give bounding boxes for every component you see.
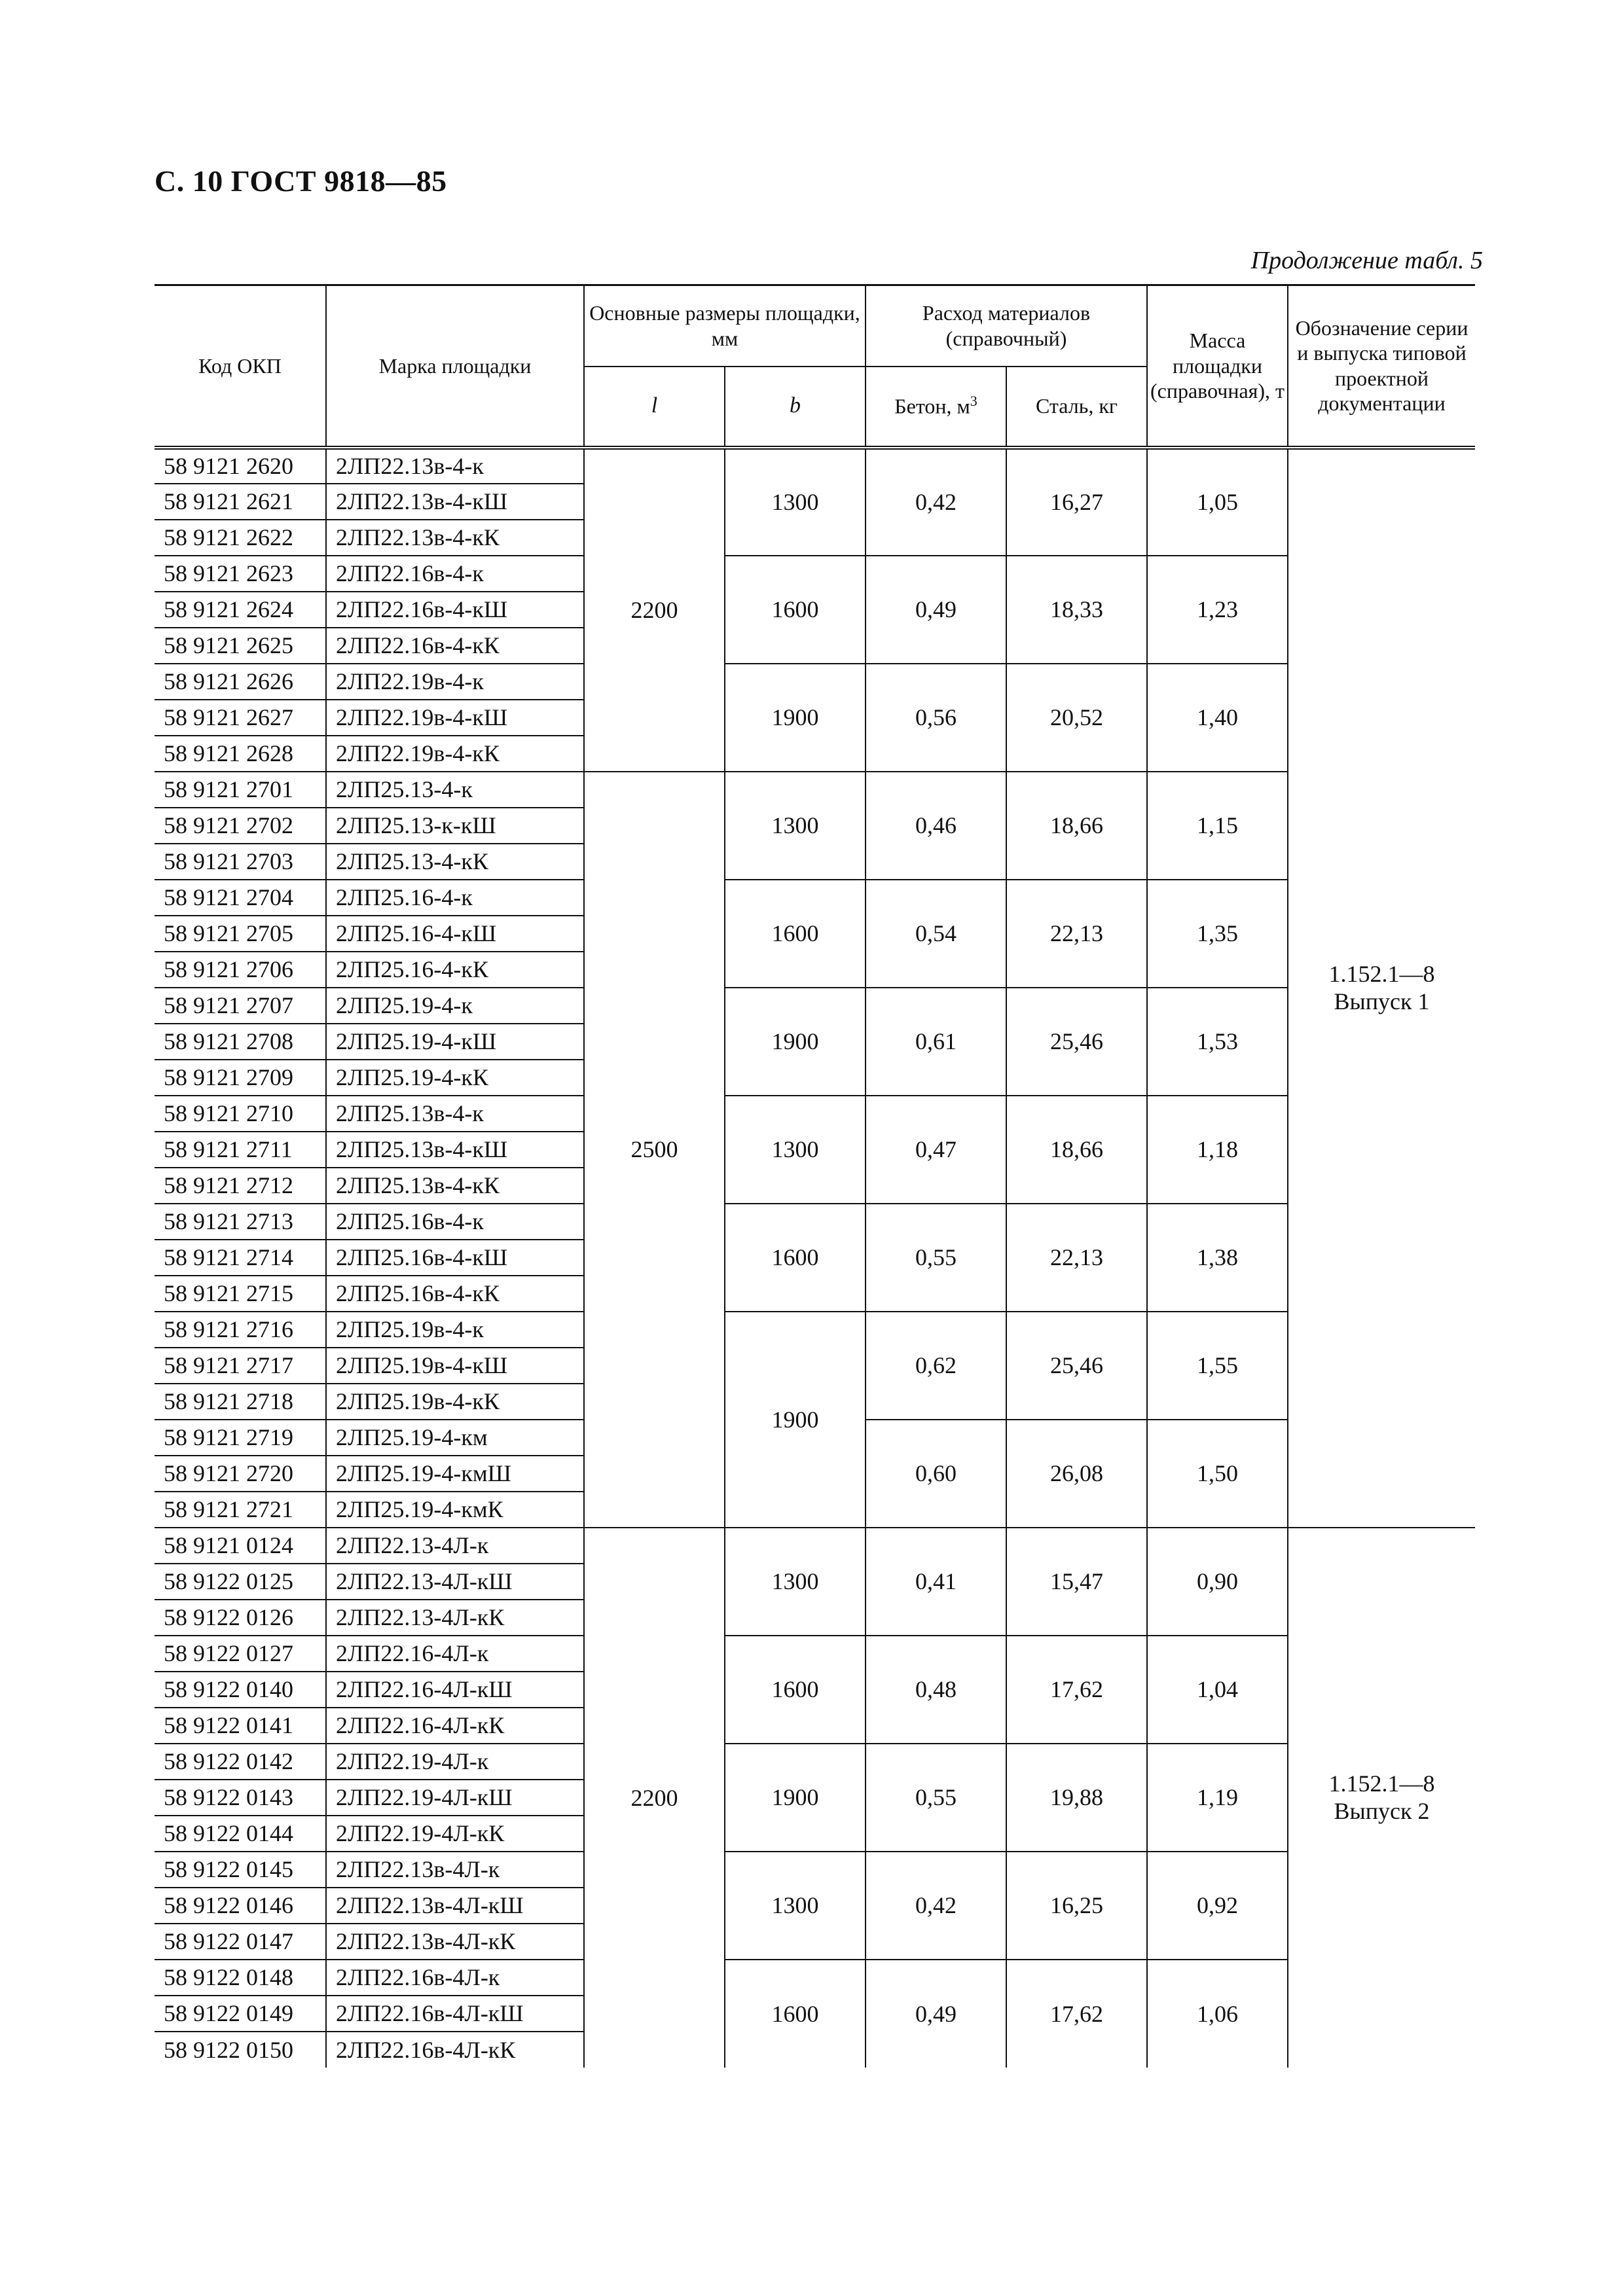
dim-b-cell: 1600: [725, 1636, 866, 1744]
steel-cell: 25,46: [1006, 988, 1147, 1096]
okp-code-cell: 58 9121 2716: [155, 1312, 326, 1348]
mark-cell: 2ЛП25.16-4-кШ: [326, 916, 584, 952]
okp-code-cell: 58 9121 2626: [155, 664, 326, 700]
mark-cell: 2ЛП22.13в-4Л-кК: [326, 1924, 584, 1960]
steel-cell: 18,33: [1006, 556, 1147, 664]
mark-cell: 2ЛП22.13-4Л-кШ: [326, 1564, 584, 1600]
mark-cell: 2ЛП25.16в-4-к: [326, 1204, 584, 1240]
okp-code-cell: 58 9122 0148: [155, 1960, 326, 1996]
dim-b-cell: 1300: [725, 448, 866, 556]
mark-cell: 2ЛП25.13-4-к: [326, 772, 584, 808]
steel-cell: 26,08: [1006, 1420, 1147, 1528]
okp-code-cell: 58 9122 0150: [155, 2032, 326, 2068]
dim-b-cell: 1300: [725, 772, 866, 880]
header-dim-l: l: [584, 367, 725, 448]
okp-code-cell: 58 9121 2715: [155, 1276, 326, 1312]
mass-cell: 1,53: [1147, 988, 1288, 1096]
concrete-cell: 0,47: [866, 1096, 1006, 1204]
steel-cell: 19,88: [1006, 1744, 1147, 1852]
mark-cell: 2ЛП22.16в-4Л-кШ: [326, 1996, 584, 2032]
mark-cell: 2ЛП25.16-4-к: [326, 880, 584, 916]
okp-code-cell: 58 9121 2712: [155, 1168, 326, 1204]
table-row: [155, 1312, 1475, 1348]
table-row: [155, 556, 1475, 592]
okp-code-cell: 58 9121 2702: [155, 808, 326, 844]
okp-code-cell: 58 9121 2623: [155, 556, 326, 592]
mark-cell: 2ЛП22.16-4Л-к: [326, 1636, 584, 1672]
steel-cell: 22,13: [1006, 1204, 1147, 1312]
okp-code-cell: 58 9121 2628: [155, 736, 326, 772]
mass-cell: 1,06: [1147, 1960, 1288, 2068]
mark-cell: 2ЛП25.19-4-кмШ: [326, 1456, 584, 1492]
header-designation: Обозначение серии и выпуска типовой проектной документации: [1288, 285, 1475, 448]
mark-cell: 2ЛП25.16-4-кК: [326, 952, 584, 988]
dim-b-cell: 1600: [725, 1204, 866, 1312]
header-okp-code: Код ОКП: [155, 285, 326, 448]
header-mass: Масса площадки (справочная), т: [1147, 285, 1288, 448]
table-row: [155, 988, 1475, 1024]
concrete-cell: 0,42: [866, 1852, 1006, 1960]
dim-b-cell: 1900: [725, 1744, 866, 1852]
okp-code-cell: 58 9122 0145: [155, 1852, 326, 1888]
steel-cell: 17,62: [1006, 1636, 1147, 1744]
okp-code-cell: 58 9121 2627: [155, 700, 326, 736]
okp-code-cell: 58 9121 2621: [155, 484, 326, 520]
mark-cell: 2ЛП22.13в-4-к: [326, 448, 584, 484]
okp-code-cell: 58 9121 2713: [155, 1204, 326, 1240]
mark-cell: 2ЛП25.19-4-кК: [326, 1060, 584, 1096]
mass-cell: 1,35: [1147, 880, 1288, 988]
okp-code-cell: 58 9121 2720: [155, 1456, 326, 1492]
mark-cell: 2ЛП25.13в-4-к: [326, 1096, 584, 1132]
dim-b-cell: 1900: [725, 1312, 866, 1528]
steel-cell: 16,25: [1006, 1852, 1147, 1960]
table-row: [155, 1096, 1475, 1132]
okp-code-cell: 58 9121 2707: [155, 988, 326, 1024]
okp-code-cell: 58 9121 2706: [155, 952, 326, 988]
steel-cell: 17,62: [1006, 1960, 1147, 2068]
header-material-use: Расход материалов (справочный): [866, 285, 1147, 367]
dim-l-cell: 2500: [584, 772, 725, 1528]
table-continuation-label: Продолжение табл. 5: [1250, 247, 1483, 274]
okp-code-cell: 58 9121 2704: [155, 880, 326, 916]
mark-cell: 2ЛП25.19-4-км: [326, 1420, 584, 1456]
okp-code-cell: 58 9121 2719: [155, 1420, 326, 1456]
mark-cell: 2ЛП25.19в-4-кШ: [326, 1348, 584, 1384]
mark-cell: 2ЛП25.16в-4-кШ: [326, 1240, 584, 1276]
mass-cell: 0,90: [1147, 1528, 1288, 1636]
table-row: [155, 448, 1475, 484]
okp-code-cell: 58 9122 0146: [155, 1888, 326, 1924]
header-concrete: [866, 367, 1006, 448]
mass-cell: 1,05: [1147, 448, 1288, 556]
mark-cell: 2ЛП22.19-4Л-кШ: [326, 1780, 584, 1816]
mark-cell: 2ЛП22.16в-4-кШ: [326, 592, 584, 628]
dim-b-cell: 1300: [725, 1852, 866, 1960]
mark-cell: 2ЛП22.19в-4-кК: [326, 736, 584, 772]
okp-code-cell: 58 9121 2625: [155, 628, 326, 664]
mass-cell: 1,23: [1147, 556, 1288, 664]
okp-code-cell: 58 9121 2703: [155, 844, 326, 880]
okp-code-cell: 58 9121 2710: [155, 1096, 326, 1132]
okp-code-cell: 58 9122 0127: [155, 1636, 326, 1672]
okp-code-cell: 58 9122 0126: [155, 1600, 326, 1636]
mark-cell: 2ЛП25.13в-4-кК: [326, 1168, 584, 1204]
mark-cell: 2ЛП22.16в-4Л-кК: [326, 2032, 584, 2068]
steel-cell: 25,46: [1006, 1312, 1147, 1420]
concrete-cell: 0,49: [866, 556, 1006, 664]
table-body: [155, 448, 1475, 2068]
table-row: [155, 1852, 1475, 1888]
mark-cell: 2ЛП22.16-4Л-кК: [326, 1708, 584, 1744]
concrete-cell: 0,46: [866, 772, 1006, 880]
mark-cell: 2ЛП25.16в-4-кК: [326, 1276, 584, 1312]
okp-code-cell: 58 9121 2717: [155, 1348, 326, 1384]
mark-cell: 2ЛП25.19-4-к: [326, 988, 584, 1024]
concrete-cell: 0,60: [866, 1420, 1006, 1528]
okp-code-cell: 58 9121 2624: [155, 592, 326, 628]
okp-code-cell: 58 9122 0147: [155, 1924, 326, 1960]
header-main-dimensions: Основные размеры площадки, мм: [584, 285, 866, 367]
header-steel: Сталь, кг: [1006, 367, 1147, 448]
mark-cell: 2ЛП22.16-4Л-кШ: [326, 1672, 584, 1708]
okp-code-cell: 58 9122 0149: [155, 1996, 326, 2032]
table-row: [155, 1744, 1475, 1780]
mark-cell: 2ЛП22.16в-4Л-к: [326, 1960, 584, 1996]
mass-cell: 1,55: [1147, 1312, 1288, 1420]
dim-b-cell: 1600: [725, 556, 866, 664]
okp-code-cell: 58 9121 0124: [155, 1528, 326, 1564]
okp-code-cell: 58 9122 0140: [155, 1672, 326, 1708]
concrete-cell: 0,55: [866, 1744, 1006, 1852]
mark-cell: 2ЛП22.16в-4-к: [326, 556, 584, 592]
mass-cell: 1,38: [1147, 1204, 1288, 1312]
okp-code-cell: 58 9122 0141: [155, 1708, 326, 1744]
table-row: [155, 772, 1475, 808]
dim-l-cell: 2200: [584, 448, 725, 772]
mass-cell: 1,50: [1147, 1420, 1288, 1528]
table-row: [155, 1204, 1475, 1240]
mark-cell: 2ЛП25.13-4-кК: [326, 844, 584, 880]
mass-cell: 1,18: [1147, 1096, 1288, 1204]
dim-l-cell: 2200: [584, 1528, 725, 2068]
dim-b-cell: 1600: [725, 1960, 866, 2068]
steel-cell: 20,52: [1006, 664, 1147, 772]
platform-table: [155, 284, 1475, 2068]
mark-cell: 2ЛП25.19в-4-к: [326, 1312, 584, 1348]
table-row: [155, 880, 1475, 916]
concrete-cell: 0,42: [866, 448, 1006, 556]
dim-b-cell: 1300: [725, 1096, 866, 1204]
mass-cell: 1,19: [1147, 1744, 1288, 1852]
table-row: [155, 1528, 1475, 1564]
okp-code-cell: 58 9121 2622: [155, 520, 326, 556]
header-mark: Марка площадки: [326, 285, 584, 448]
mark-cell: 2ЛП22.13-4Л-кК: [326, 1600, 584, 1636]
header-concrete-sup: 3: [970, 393, 977, 410]
mark-cell: 2ЛП25.13-к-кШ: [326, 808, 584, 844]
steel-cell: 15,47: [1006, 1528, 1147, 1636]
steel-cell: 18,66: [1006, 1096, 1147, 1204]
dim-b-cell: 1900: [725, 988, 866, 1096]
okp-code-cell: 58 9121 2709: [155, 1060, 326, 1096]
dim-b-cell: 1300: [725, 1528, 866, 1636]
concrete-cell: 0,56: [866, 664, 1006, 772]
mass-cell: 1,04: [1147, 1636, 1288, 1744]
header-dim-b: b: [725, 367, 866, 448]
concrete-cell: 0,41: [866, 1528, 1006, 1636]
table-row: [155, 1960, 1475, 1996]
mass-cell: 1,40: [1147, 664, 1288, 772]
mark-cell: 2ЛП25.19в-4-кК: [326, 1384, 584, 1420]
concrete-cell: 0,54: [866, 880, 1006, 988]
mark-cell: 2ЛП22.13в-4Л-кШ: [326, 1888, 584, 1924]
okp-code-cell: 58 9121 2721: [155, 1492, 326, 1528]
mass-cell: 0,92: [1147, 1852, 1288, 1960]
okp-code-cell: 58 9121 2711: [155, 1132, 326, 1168]
dim-b-cell: 1600: [725, 880, 866, 988]
mark-cell: 2ЛП25.19-4-кмК: [326, 1492, 584, 1528]
concrete-cell: 0,48: [866, 1636, 1006, 1744]
okp-code-cell: 58 9122 0142: [155, 1744, 326, 1780]
series-number: 1.152.1—8: [1328, 961, 1435, 988]
okp-code-cell: 58 9121 2620: [155, 448, 326, 484]
dim-b-cell: 1900: [725, 664, 866, 772]
mark-cell: 2ЛП25.13в-4-кШ: [326, 1132, 584, 1168]
okp-code-cell: 58 9121 2701: [155, 772, 326, 808]
mark-cell: 2ЛП25.19-4-кШ: [326, 1024, 584, 1060]
steel-cell: 18,66: [1006, 772, 1147, 880]
mark-cell: 2ЛП22.19-4Л-к: [326, 1744, 584, 1780]
concrete-cell: 0,49: [866, 1960, 1006, 2068]
designation-cell: [1288, 448, 1475, 1528]
mark-cell: 2ЛП22.19в-4-кШ: [326, 700, 584, 736]
designation-cell: [1288, 1528, 1475, 2068]
okp-code-cell: 58 9122 0143: [155, 1780, 326, 1816]
okp-code-cell: 58 9122 0144: [155, 1816, 326, 1852]
steel-cell: 16,27: [1006, 448, 1147, 556]
table-row: [155, 664, 1475, 700]
series-number: 1.152.1—8: [1328, 1770, 1435, 1797]
concrete-cell: 0,61: [866, 988, 1006, 1096]
concrete-cell: 0,62: [866, 1312, 1006, 1420]
mark-cell: 2ЛП22.13в-4Л-к: [326, 1852, 584, 1888]
mark-cell: 2ЛП22.13в-4-кК: [326, 520, 584, 556]
mark-cell: 2ЛП22.19-4Л-кК: [326, 1816, 584, 1852]
series-issue: Выпуск 2: [1334, 1797, 1430, 1824]
table-row: [155, 1636, 1475, 1672]
concrete-cell: 0,55: [866, 1204, 1006, 1312]
okp-code-cell: 58 9122 0125: [155, 1564, 326, 1600]
okp-code-cell: 58 9121 2718: [155, 1384, 326, 1420]
mark-cell: 2ЛП22.16в-4-кК: [326, 628, 584, 664]
mark-cell: 2ЛП22.13-4Л-к: [326, 1528, 584, 1564]
series-issue: Выпуск 1: [1334, 988, 1430, 1014]
header-concrete-label: Бетон, м: [894, 395, 970, 419]
okp-code-cell: 58 9121 2708: [155, 1024, 326, 1060]
mark-cell: 2ЛП22.13в-4-кШ: [326, 484, 584, 520]
steel-cell: 22,13: [1006, 880, 1147, 988]
page-title: С. 10 ГОСТ 9818—85: [155, 164, 447, 198]
mass-cell: 1,15: [1147, 772, 1288, 880]
okp-code-cell: 58 9121 2714: [155, 1240, 326, 1276]
mark-cell: 2ЛП22.19в-4-к: [326, 664, 584, 700]
okp-code-cell: 58 9121 2705: [155, 916, 326, 952]
